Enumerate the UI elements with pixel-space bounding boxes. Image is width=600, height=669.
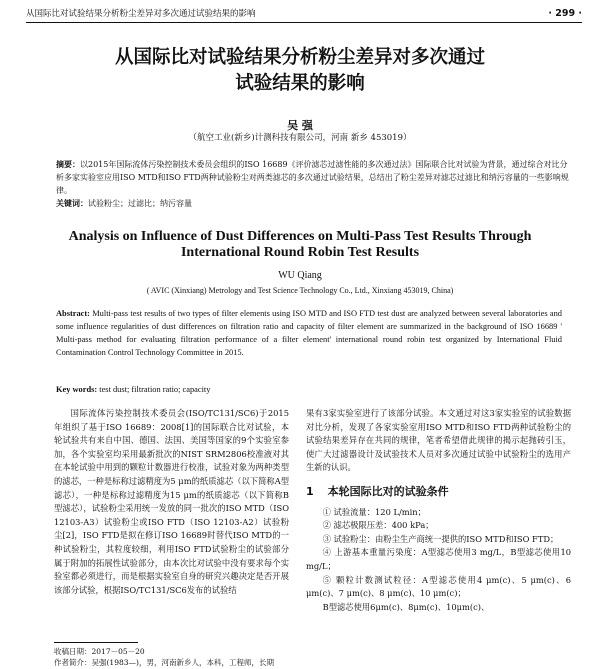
chinese-affiliation: （航空工业(新乡)计测科技有限公司，河南 新乡 453019）	[188, 133, 412, 143]
english-keywords-label: Key words:	[56, 385, 98, 394]
chinese-keywords-text: 试验粉尘；过滤比；纳污容量	[88, 199, 192, 208]
english-affiliation: ( AVIC (Xinxiang) Metrology and Test Science Technology Co., Ltd., Xinxiang 453019, China)	[146, 286, 454, 295]
chinese-author: 吴 强	[287, 119, 313, 132]
chinese-abstract	[56, 158, 570, 197]
english-abstract	[56, 307, 562, 359]
right-column	[306, 407, 571, 614]
chinese-title-line-1: 从国际比对试验结果分析粉尘差异对多次通过	[114, 47, 485, 68]
page-number: · 299 ·	[548, 8, 582, 19]
footnote-divider	[54, 642, 138, 643]
condition-item: ⑤ 颗粒计数测试粒径：A型滤芯使用4 μm(c)、5 μm(c)、6 μm(c)、7 μm(c)、8 μm(c)、10 μm(c)；	[306, 574, 571, 599]
chinese-keywords-label: 关键词：	[56, 199, 88, 208]
condition-item: ④ 上游基本重量污染度：A型滤芯使用3 mg/L，B型滤芯使用10 mg/L；	[306, 547, 571, 571]
english-abstract-label: Abstract:	[56, 309, 90, 318]
chinese-keywords	[56, 198, 570, 209]
condition-item: ② 滤芯极限压差：400 kPa；	[322, 520, 434, 531]
english-title-line-2: International Round Robin Test Results	[180, 245, 420, 260]
english-keywords-text: test dust; filtration ratio; capacity	[99, 385, 211, 394]
right-column-paragraph: 果有3家实验室进行了该部分试验。本文通过对这3家实验室的试验数据对比分析，发现了各家实验室用ISO MTD和ISO FTD两种试验粉尘的试验结果差异存在共同的规律，笔者希望借此规律的揭示起抛砖引玉，使广大过滤器设计及试验技术人员对多次通过试验中试验粉尘的选用产生新的认识。	[306, 408, 571, 473]
english-keywords	[56, 385, 570, 394]
section-title: 本轮国际比对的试验条件	[327, 484, 449, 498]
left-column	[54, 407, 289, 597]
footnote-author-bio: 作者简介：吴强(1983—)，男，河南新乡人，本科，工程师，长期	[54, 658, 274, 667]
english-title-line-1: Analysis on Influence of Dust Differences on Multi-Pass Test Results Through	[68, 229, 532, 244]
footnote-received: 收稿日期：2017－05－20	[54, 647, 145, 656]
running-title: 从国际比对试验结果分析粉尘差异对多次通过试验结果的影响	[26, 9, 256, 19]
running-header	[26, 4, 582, 23]
left-column-paragraph: 国际流体污染控制技术委员会(ISO/TC131/SC6)于2015年组织了基于ISO 16689：2008[1]的国际联合比对试验，本轮试验共有来自中国、德国、法国、美国等国家的9个实验室参加，各个实验室均采用最新批次的NIST SRM2806校准液对其在本轮试验中用到的颗粒计数器进行校准，试验对象为两种类型的滤芯，一种是标称过滤精度为5 μm的纸质滤芯（以下简称A型滤芯），一种是标称过滤精度为15 μm的纸质滤芯（以下简称B型滤芯），试验粉尘采用统一发放的同一批次的ISO MTD（ISO 12103-A3）试验粉尘或ISO FTD（ISO 12103-A2）试验粉尘[2]，ISO FTD是拟在修订ISO 16689时替代ISO MTD的一种试验粉尘，其粒度较细，利用ISO FTD试验粉尘的试验部分属于附加的拓展性试验部分，由本次比对试验中没有要求每个实验室都必须进行，而是根据实验室自身的研究兴趣决定是否开展该部分试验，根据ISO/TC131/SC6发布的试验结	[54, 408, 289, 595]
english-title	[40, 229, 560, 261]
chinese-title	[0, 45, 600, 97]
chinese-abstract-text: 以2015年国际流体污染控制技术委员会组织的ISO 16689《评价滤芯过滤性能的多次通过法》国际联合比对试验为背景，通过综合对比分析多家实验室应用ISO MTD和ISO FTD两种试验粉尘对两类滤芯的多次通过试验结果，总结出了粉尘差异对滤芯过滤比和纳污容量的一些影响规律。	[56, 160, 569, 195]
section-heading	[306, 485, 571, 499]
english-abstract-text: Multi-pass test results of two types of filter elements using ISO MTD and ISO FTD test dust are analyzed between several laboratories and some influence regularities of dust differences on filtration ratio and capacity of filter element are summarized in the background of ISO 16689 ' Multi-pass method for evaluating filtration performance of a filter element' international round robin test organized by International Fluid Contamination Control Technology Committee in 2015.	[56, 309, 562, 357]
condition-item: ③ 试验粉尘：由粉尘生产商统一提供的ISO MTD和ISO FTD；	[322, 533, 559, 544]
section-number: 1	[306, 484, 314, 498]
condition-item: B型滤芯使用6μm(c)、8μm(c)、10μm(c)、	[322, 601, 490, 612]
chinese-title-line-2: 试验结果的影响	[235, 73, 365, 94]
condition-item: ① 试验流量：120 L/min；	[322, 506, 426, 517]
chinese-abstract-label: 摘要：	[56, 160, 80, 169]
english-author: WU Qiang	[278, 270, 322, 281]
